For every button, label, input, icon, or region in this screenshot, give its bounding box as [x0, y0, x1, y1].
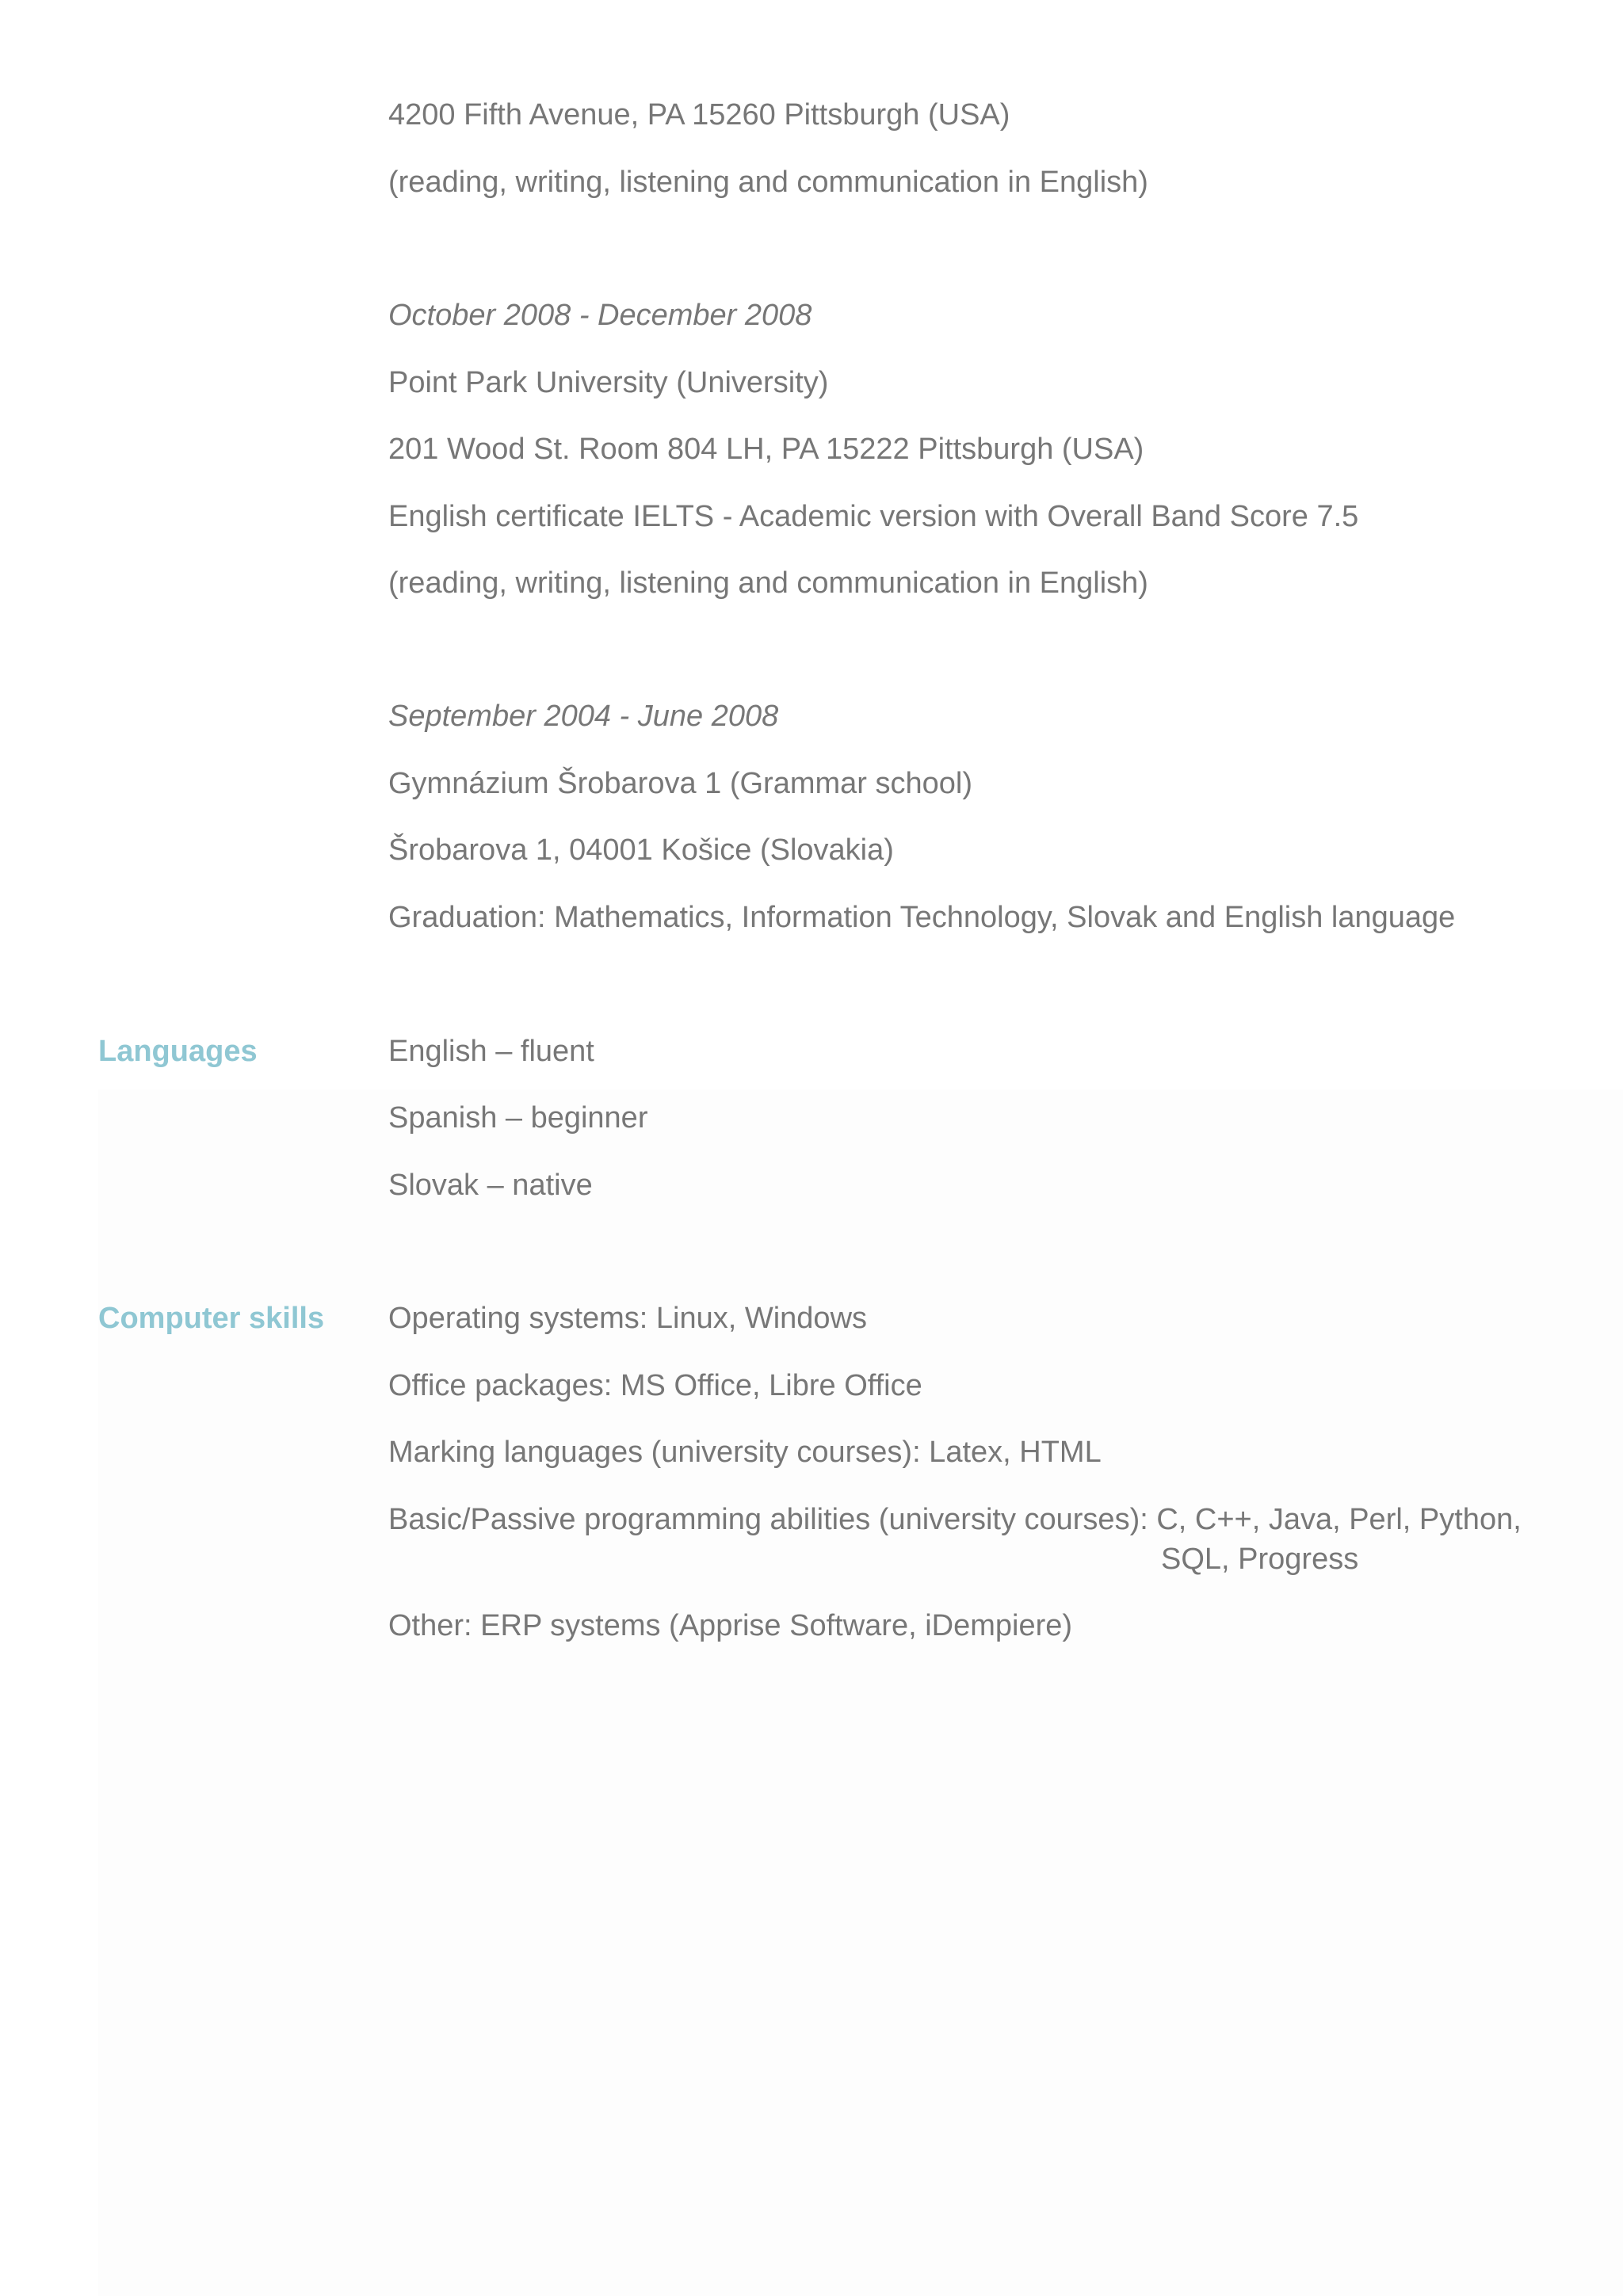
education-address: 4200 Fifth Avenue, PA 15260 Pittsburgh (USA)	[388, 98, 1010, 132]
language-item: Slovak – native	[388, 1169, 593, 1202]
skill-office-packages: Office packages: MS Office, Libre Office	[388, 1369, 922, 1402]
education-note: (reading, writing, listening and communication in English)	[388, 166, 1148, 199]
skill-programming-continued: SQL, Progress	[1161, 1543, 1359, 1576]
education-dates: September 2004 - June 2008	[388, 700, 779, 733]
skill-other: Other: ERP systems (Apprise Software, iDempiere)	[388, 1609, 1073, 1642]
education-graduation: Graduation: Mathematics, Information Technology, Slovak and English language	[388, 901, 1456, 934]
computer-skills-heading: Computer skills	[98, 1302, 325, 1335]
education-address: 201 Wood St. Room 804 LH, PA 15222 Pittsburgh (USA)	[388, 433, 1144, 466]
education-institution: Point Park University (University)	[388, 366, 829, 399]
skill-programming: Basic/Passive programming abilities (university courses): C, C++, Java, Perl, Python,	[388, 1503, 1522, 1536]
skill-operating-systems: Operating systems: Linux, Windows	[388, 1302, 868, 1335]
languages-heading: Languages	[98, 1035, 258, 1068]
education-note: (reading, writing, listening and communication in English)	[388, 566, 1148, 600]
education-institution: Gymnázium Šrobarova 1 (Grammar school)	[388, 767, 972, 800]
language-item: English – fluent	[388, 1035, 594, 1068]
page-background-panel	[98, 1089, 1623, 2296]
education-certificate: English certificate IELTS - Academic version with Overall Band Score 7.5	[388, 500, 1359, 533]
language-item: Spanish – beginner	[388, 1101, 648, 1135]
education-dates: October 2008 - December 2008	[388, 299, 812, 332]
education-address: Šrobarova 1, 04001 Košice (Slovakia)	[388, 833, 894, 867]
skill-markup-languages: Marking languages (university courses): Latex, HTML	[388, 1436, 1102, 1469]
